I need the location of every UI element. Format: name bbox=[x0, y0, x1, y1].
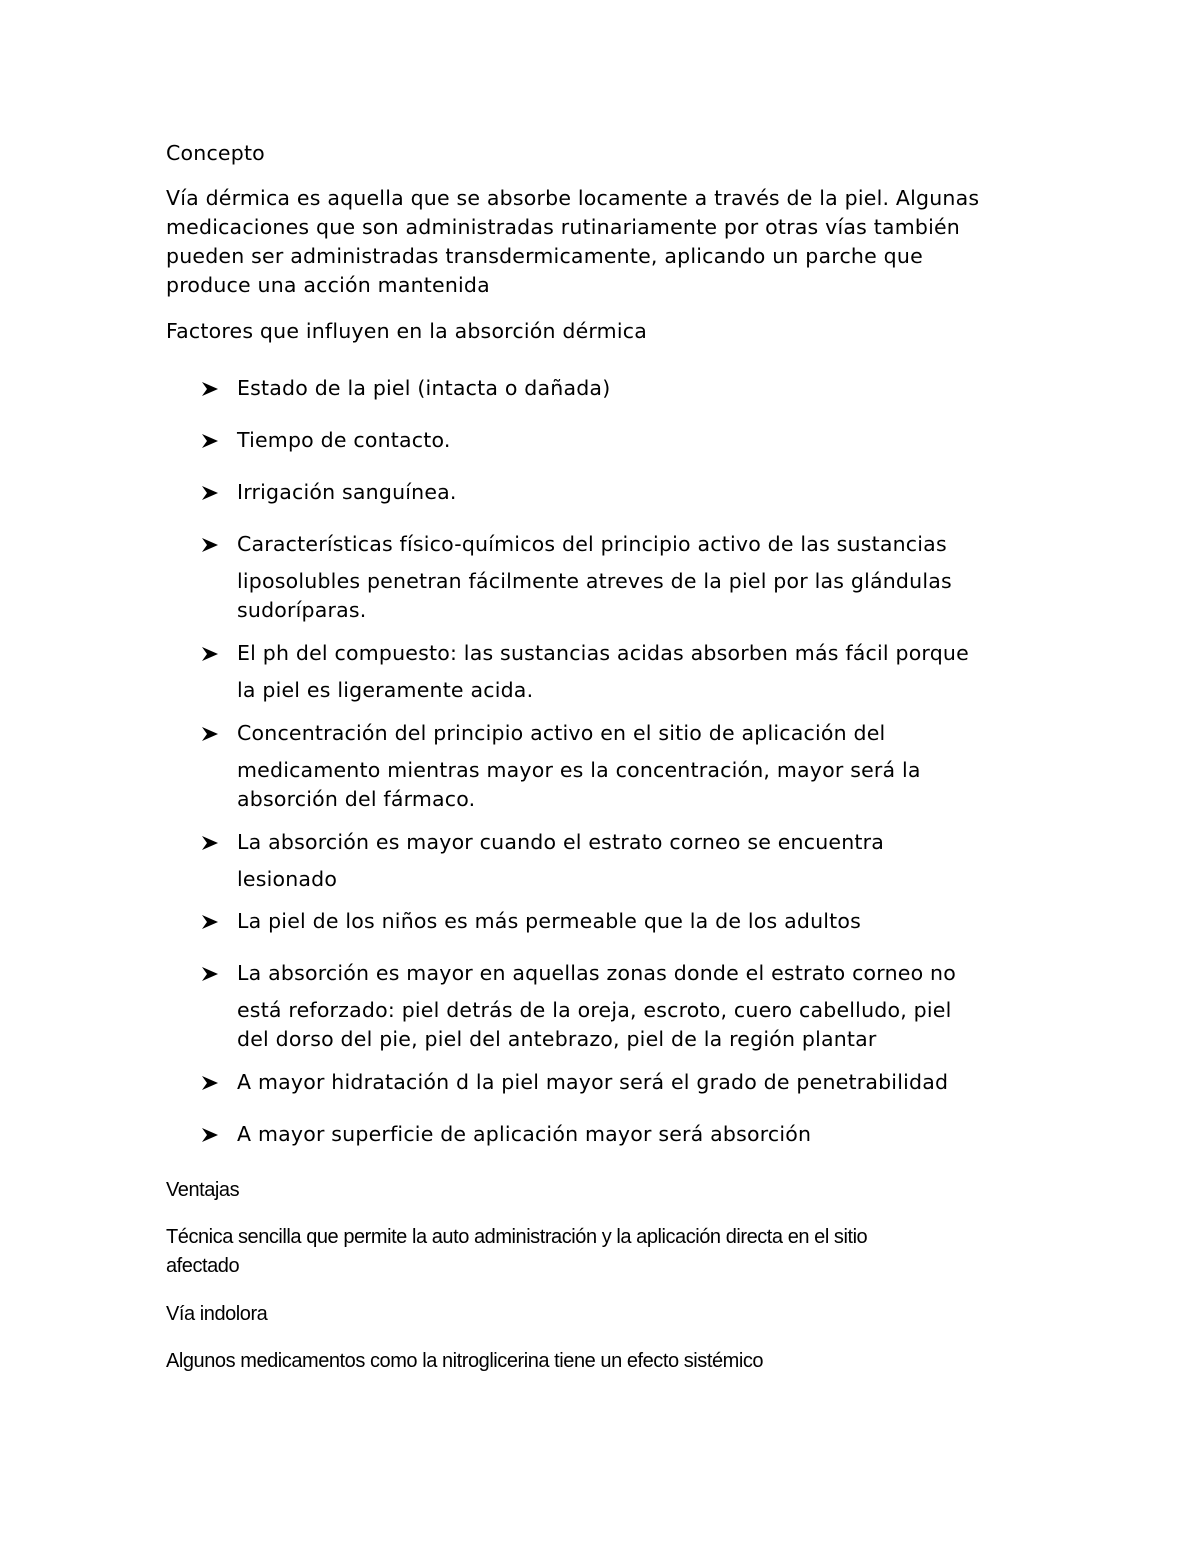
list-item-text: Características físico-químicos del principio activo de las sustancias bbox=[237, 532, 947, 556]
list-item-text: La absorción es mayor en aquellas zonas donde el estrato corneo no bbox=[237, 961, 956, 985]
list-item-text: Concentración del principio activo en el sitio de aplicación del bbox=[237, 721, 886, 745]
list-item-text: Estado de la piel (intacta o dañada) bbox=[237, 376, 611, 400]
paragraph-line: produce una acción mantenida bbox=[166, 273, 490, 297]
arrowhead-bullet-icon bbox=[200, 478, 222, 507]
list-item-text: Tiempo de contacto. bbox=[237, 428, 451, 452]
list-item-text: sudoríparas. bbox=[237, 598, 367, 622]
arrowhead-bullet-icon bbox=[200, 959, 222, 988]
list-item-text: del dorso del pie, piel del antebrazo, piel de la región plantar bbox=[237, 1027, 877, 1051]
heading-text: Vía indolora bbox=[166, 1303, 268, 1325]
list-item-text: A mayor hidratación d la piel mayor será el grado de penetrabilidad bbox=[237, 1070, 949, 1094]
arrowhead-bullet-icon bbox=[200, 828, 222, 857]
heading-text: Factores que influyen en la absorción dérmica bbox=[166, 319, 647, 343]
list-item-text: medicamento mientras mayor es la concentración, mayor será la bbox=[237, 758, 921, 782]
list-item-text: liposolubles penetran fácilmente atreves de la piel por las glándulas bbox=[237, 569, 952, 593]
list-item-text: La absorción es mayor cuando el estrato corneo se encuentra bbox=[237, 830, 885, 854]
ventajas-paragraph bbox=[166, 1223, 1046, 1281]
concepto-paragraph bbox=[166, 184, 1046, 300]
list-item-text: está reforzado: piel detrás de la oreja, escroto, cuero cabelludo, piel bbox=[237, 998, 952, 1022]
paragraph-line: Vía dérmica es aquella que se absorbe locamente a través de la piel. Algunas bbox=[166, 186, 980, 210]
section-heading-factores bbox=[166, 317, 1046, 346]
paragraph-line: pueden ser administradas transdermicamente, aplicando un parche que bbox=[166, 244, 923, 268]
list-item-text: la piel es ligeramente acida. bbox=[237, 678, 534, 702]
list-item-text: absorción del fármaco. bbox=[237, 787, 476, 811]
list-item-text: La piel de los niños es más permeable que la de los adultos bbox=[237, 909, 862, 933]
list-item-text: A mayor superficie de aplicación mayor será absorción bbox=[237, 1122, 812, 1146]
arrowhead-bullet-icon bbox=[200, 1120, 222, 1149]
paragraph-line: afectado bbox=[166, 1255, 240, 1277]
list-item-text: lesionado bbox=[237, 867, 338, 891]
heading-text: Ventajas bbox=[166, 1179, 240, 1201]
section-heading-concepto bbox=[166, 139, 1046, 168]
arrowhead-bullet-icon bbox=[200, 1068, 222, 1097]
section-heading-ventajas bbox=[166, 1176, 1046, 1205]
list-item-text: El ph del compuesto: las sustancias acidas absorben más fácil porque bbox=[237, 641, 969, 665]
paragraph-line: medicaciones que son administradas rutinariamente por otras vías también bbox=[166, 215, 960, 239]
paragraph-line: Algunos medicamentos como la nitroglicerina tiene un efecto sistémico bbox=[166, 1350, 764, 1372]
via-indolora-heading bbox=[166, 1300, 1046, 1329]
heading-text: Concepto bbox=[166, 141, 265, 165]
arrowhead-bullet-icon bbox=[200, 907, 222, 936]
arrowhead-bullet-icon bbox=[200, 639, 222, 668]
paragraph-line: Técnica sencilla que permite la auto administración y la aplicación directa en el sitio bbox=[166, 1226, 868, 1248]
arrowhead-bullet-icon bbox=[200, 426, 222, 455]
arrowhead-bullet-icon bbox=[200, 719, 222, 748]
arrowhead-bullet-icon bbox=[200, 530, 222, 559]
list-item-text: Irrigación sanguínea. bbox=[237, 480, 457, 504]
nitroglicerina-paragraph bbox=[166, 1347, 1046, 1376]
arrowhead-bullet-icon bbox=[200, 374, 222, 403]
